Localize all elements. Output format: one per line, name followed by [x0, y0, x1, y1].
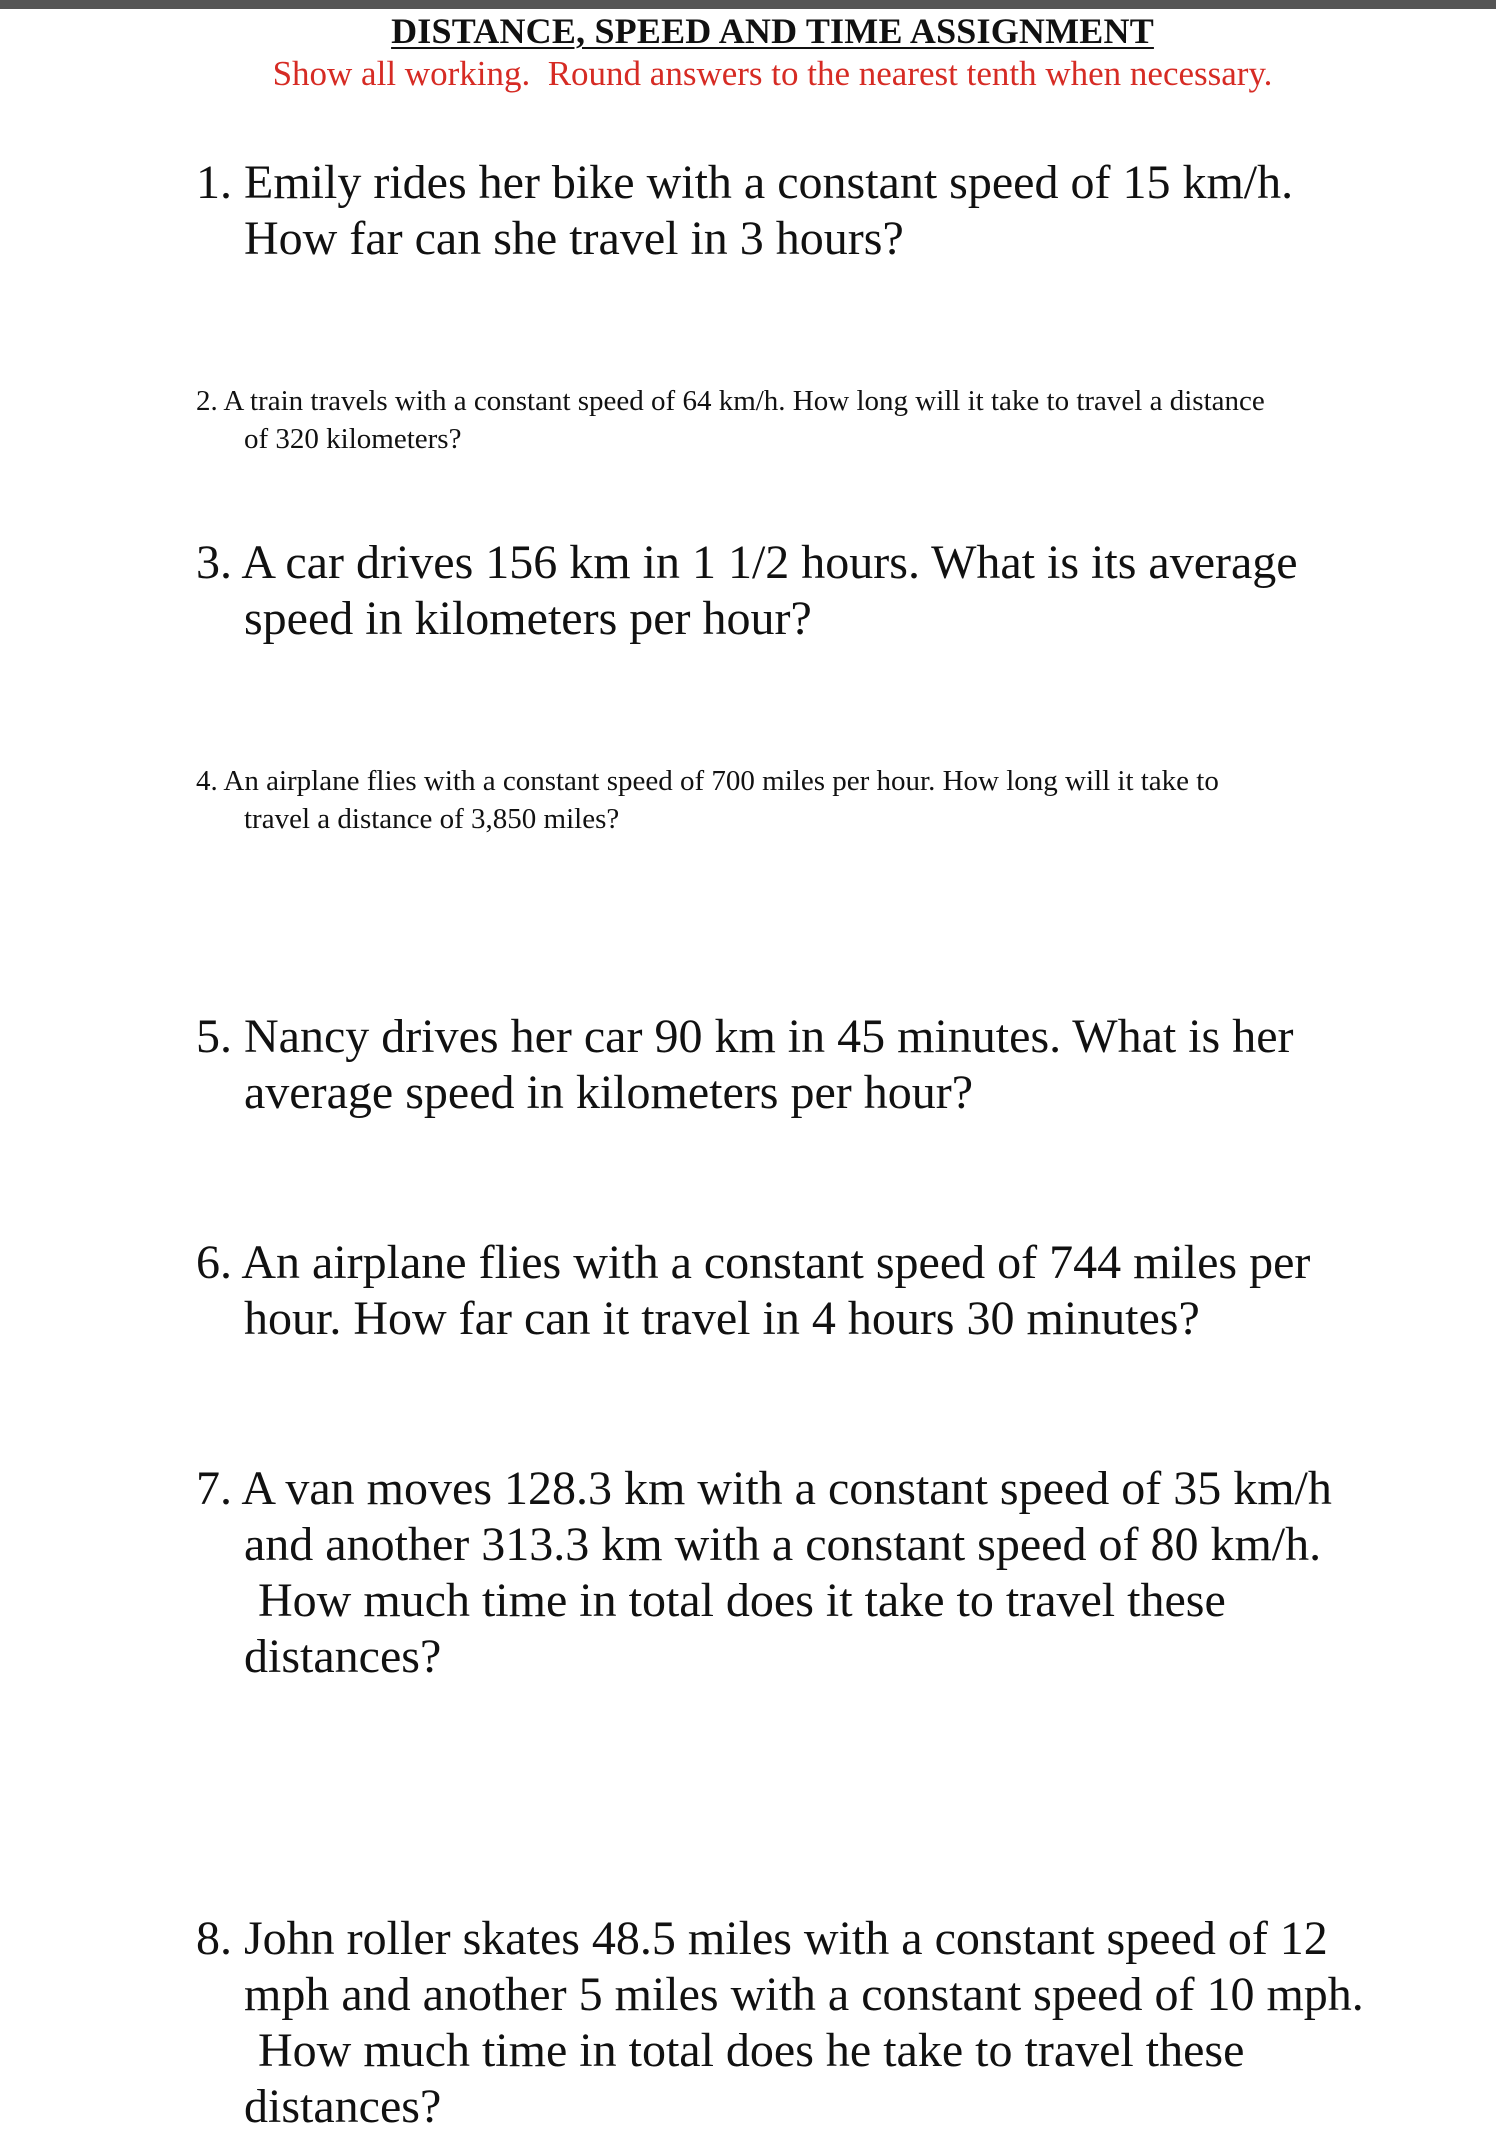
question-line: 6. An airplane flies with a constant speed of 744 miles per [196, 1236, 1311, 1289]
question-5 [196, 1009, 1294, 1121]
question-line: average speed in kilometers per hour? [244, 1066, 974, 1119]
question-2 [196, 382, 1265, 458]
question-7 [196, 1461, 1332, 1685]
question-line: 1. Emily rides her bike with a constant speed of 15 km/h. [196, 156, 1294, 209]
question-line: speed in kilometers per hour? [244, 592, 812, 645]
question-4 [196, 762, 1219, 838]
question-line: mph and another 5 miles with a constant speed of 10 mph. [244, 1968, 1364, 2021]
question-line: distances? [244, 2080, 442, 2133]
top-border [0, 0, 1496, 9]
question-line: and another 313.3 km with a constant speed of 80 km/h. [244, 1518, 1322, 1571]
question-line: 3. A car drives 156 km in 1 1/2 hours. What is its average [196, 536, 1298, 589]
question-3 [196, 535, 1298, 647]
instructions: Show all working. Round answers to the nearest tenth when necessary. [272, 54, 1273, 93]
question-line: travel a distance of 3,850 miles? [244, 803, 620, 835]
question-line: distances? [244, 1630, 442, 1683]
question-1 [196, 155, 1293, 267]
question-line: How far can she travel in 3 hours? [244, 212, 904, 265]
page-title: DISTANCE, SPEED AND TIME ASSIGNMENT [391, 11, 1154, 51]
question-line: 5. Nancy drives her car 90 km in 45 minutes. What is her [196, 1010, 1294, 1063]
question-6 [196, 1235, 1310, 1347]
question-line: 7. A van moves 128.3 km with a constant speed of 35 km/h [196, 1462, 1332, 1515]
question-line: of 320 kilometers? [244, 423, 462, 455]
question-line: How much time in total does he take to travel these [258, 2024, 1245, 2077]
question-line: 8. John roller skates 48.5 miles with a constant speed of 12 [196, 1912, 1328, 1965]
question-line: How much time in total does it take to travel these [258, 1574, 1226, 1627]
question-8 [196, 1911, 1364, 2135]
question-line: hour. How far can it travel in 4 hours 30 minutes? [244, 1292, 1200, 1345]
question-line: 2. A train travels with a constant speed of 64 km/h. How long will it take to travel a distance [196, 385, 1265, 417]
question-line: 4. An airplane flies with a constant speed of 700 miles per hour. How long will it take to [196, 765, 1219, 797]
